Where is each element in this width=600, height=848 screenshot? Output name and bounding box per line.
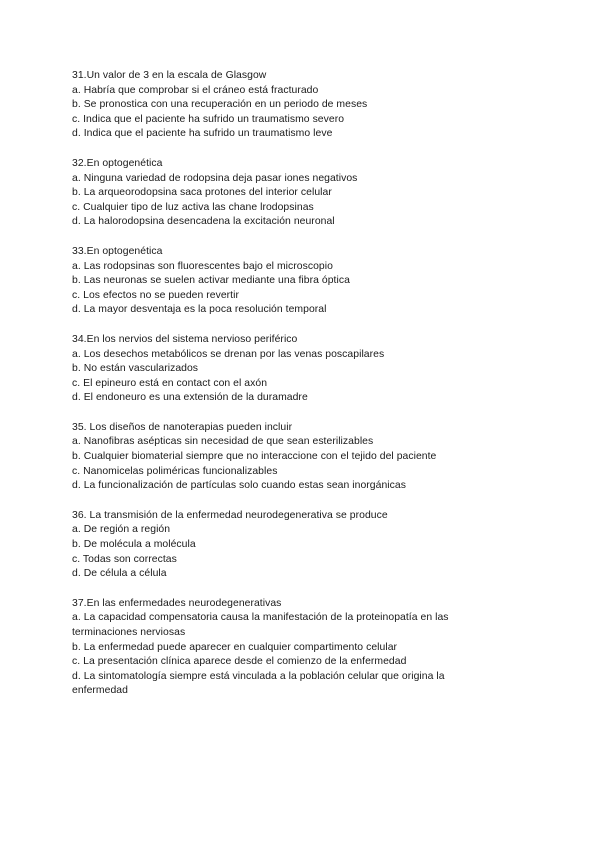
option-d: d. La sintomatología siempre está vinculada a la población celular que origina la enfermedad [72,670,445,697]
question-title: 34.En los nervios del sistema nervioso periférico [72,333,298,345]
question-36 [72,509,540,582]
question-title: 32.En optogenética [72,157,163,169]
question-35 [72,421,540,494]
option-c: c. Todas son correctas [72,553,177,565]
option-a: a. Ninguna variedad de rodopsina deja pasar iones negativos [72,172,358,184]
question-title: 31.Un valor de 3 en la escala de Glasgow [72,70,267,81]
option-d: d. De célula a célula [72,568,167,580]
question-31 [72,69,540,142]
option-b: b. No están vascularizados [72,363,199,375]
option-b: b. Se pronostica con una recuperación en un periodo de meses [72,99,368,111]
option-a: a. Nanofibras asépticas sin necesidad de que sean esterilizables [72,436,374,448]
question-title: 35. Los diseños de nanoterapias pueden incluir [72,421,293,433]
question-title: 36. La transmisión de la enfermedad neurodegenerativa se produce [72,509,388,521]
option-a: a. Los desechos metabólicos se drenan por las venas poscapilares [72,348,385,360]
option-a: a. De región a región [72,524,171,536]
question-32 [72,157,540,230]
option-d: d. Indica que el paciente ha sufrido un traumatismo leve [72,128,333,140]
option-b: b. La enfermedad puede aparecer en cualquier compartimento celular [72,641,398,653]
option-d: d. El endoneuro es una extensión de la duramadre [72,392,308,404]
option-a: a. Habría que comprobar si el cráneo está fracturado [72,84,319,96]
option-b: b. La arqueorodopsina saca protones del interior celular [72,187,332,199]
option-b: b. Las neuronas se suelen activar mediante una fibra óptica [72,275,350,287]
option-c: c. Indica que el paciente ha sufrido un traumatismo severo [72,113,345,125]
option-b: b. De molécula a molécula [72,539,196,551]
option-d: d. La halorodopsina desencadena la excitación neuronal [72,216,335,228]
question-33 [72,245,540,318]
option-c: c. El epineuro está en contact con el axón [72,377,268,389]
question-37 [72,597,540,699]
question-title: 37.En las enfermedades neurodegenerativas [72,597,282,609]
option-a: a. La capacidad compensatoria causa la manifestación de la proteinopatía en las terminaciones nerviosas [72,612,449,638]
option-a: a. Las rodopsinas son fluorescentes bajo el microscopio [72,260,333,272]
option-c: c. Cualquier tipo de luz activa las chane lrodopsinas [72,201,314,213]
option-c: c. La presentación clínica aparece desde el comienzo de la enfermedad [72,656,407,668]
option-c: c. Los efectos no se pueden revertir [72,289,239,301]
question-title: 33.En optogenética [72,245,163,257]
option-d: d. La mayor desventaja es la poca resolución temporal [72,304,327,316]
option-d: d. La funcionalización de partículas solo cuando estas sean inorgánicas [72,480,406,492]
question-34 [72,333,540,406]
option-b: b. Cualquier biomaterial siempre que no interaccione con el tejido del paciente [72,451,437,463]
option-c: c. Nanomicelas poliméricas funcionalizables [72,465,278,477]
